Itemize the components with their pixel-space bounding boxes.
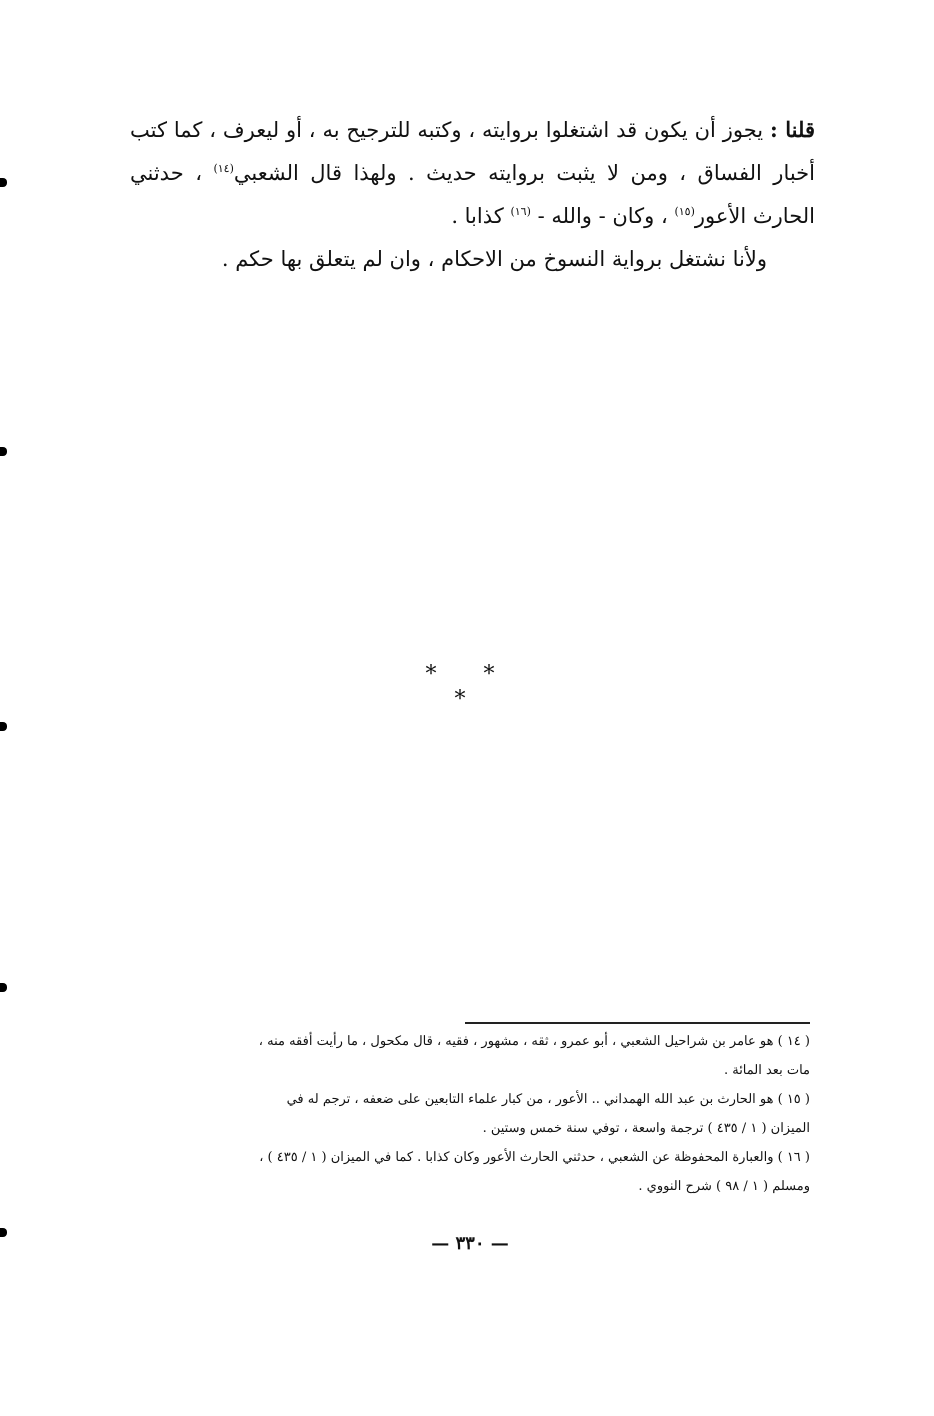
margin-mark (0, 1228, 7, 1237)
footnote-15-line2: الميزان ( ١ / ٤٣٥ ) ترجمة واسعة ، توفي سنة خمس وستين . (482, 1121, 810, 1136)
paragraph-2: ولأنا نشتغل برواية النسوخ من الاحكام ، وان لم يتعلق بها حكم . (221, 247, 767, 271)
footnote-14-line1: ( ١٤ ) هو عامر بن شراحيل الشعبي ، أبو عمرو ، ثقه ، مشهور ، فقيه ، قال مكحول ، ما رأيت أفقه منه ، (258, 1034, 810, 1049)
main-text (130, 108, 815, 281)
para1-line2-end: ، (195, 161, 202, 185)
footnote-15 (130, 1085, 810, 1143)
footnote-rule (465, 1022, 810, 1024)
para1-line3: حدثني الحارث الأعور (130, 161, 815, 228)
paragraph-1 (130, 108, 815, 238)
page-number: — ٣٣٠ — (431, 1233, 509, 1254)
footnote-16-line2: ومسلم ( ١ / ٩٨ ) شرح النووي . (638, 1179, 810, 1194)
footnotes (130, 1027, 810, 1201)
margin-mark (0, 178, 7, 187)
footnote-14-line2: مات بعد المائة . (723, 1063, 810, 1078)
margin-mark (0, 722, 7, 731)
footnote-16 (130, 1143, 810, 1201)
footnote-15-line1: ( ١٥ ) هو الحارث بن عبد الله الهمداني .. الأعور ، من كبار علماء التابعين على ضعفه ، ترجم له في (286, 1092, 810, 1107)
footnote-ref-16[interactable]: (١٦) (510, 205, 531, 218)
margin-mark (0, 447, 7, 456)
footnote-ref-15[interactable]: (١٥) (674, 205, 695, 218)
margin-mark (0, 983, 7, 992)
footnote-16-line1: ( ١٦ ) والعبارة المحفوظة عن الشعبي ، حدثني الحارث الأعور وكان كذابا . كما في الميزان ( ١ / ٤٣٥ ) ، (259, 1150, 810, 1165)
footnote-ref-14[interactable]: (١٤) (213, 162, 234, 175)
para1-lead: قلنا : (770, 117, 815, 142)
para1-line3b: ، وكان - والله - (537, 204, 668, 228)
para1-line2: كما كتب أخبار الفساق ، ومن لا يثبت بروايته حديث . ولهذا قال الشعبي (130, 118, 816, 185)
para1-line3c: كذابا . (451, 204, 504, 228)
footnote-14 (130, 1027, 810, 1085)
section-separator: * * * (425, 662, 515, 712)
para1-line1: يجوز أن يكون قد اشتغلوا بروايته ، وكتبه للترجيح به ، أو ليعرف ، (209, 118, 764, 142)
